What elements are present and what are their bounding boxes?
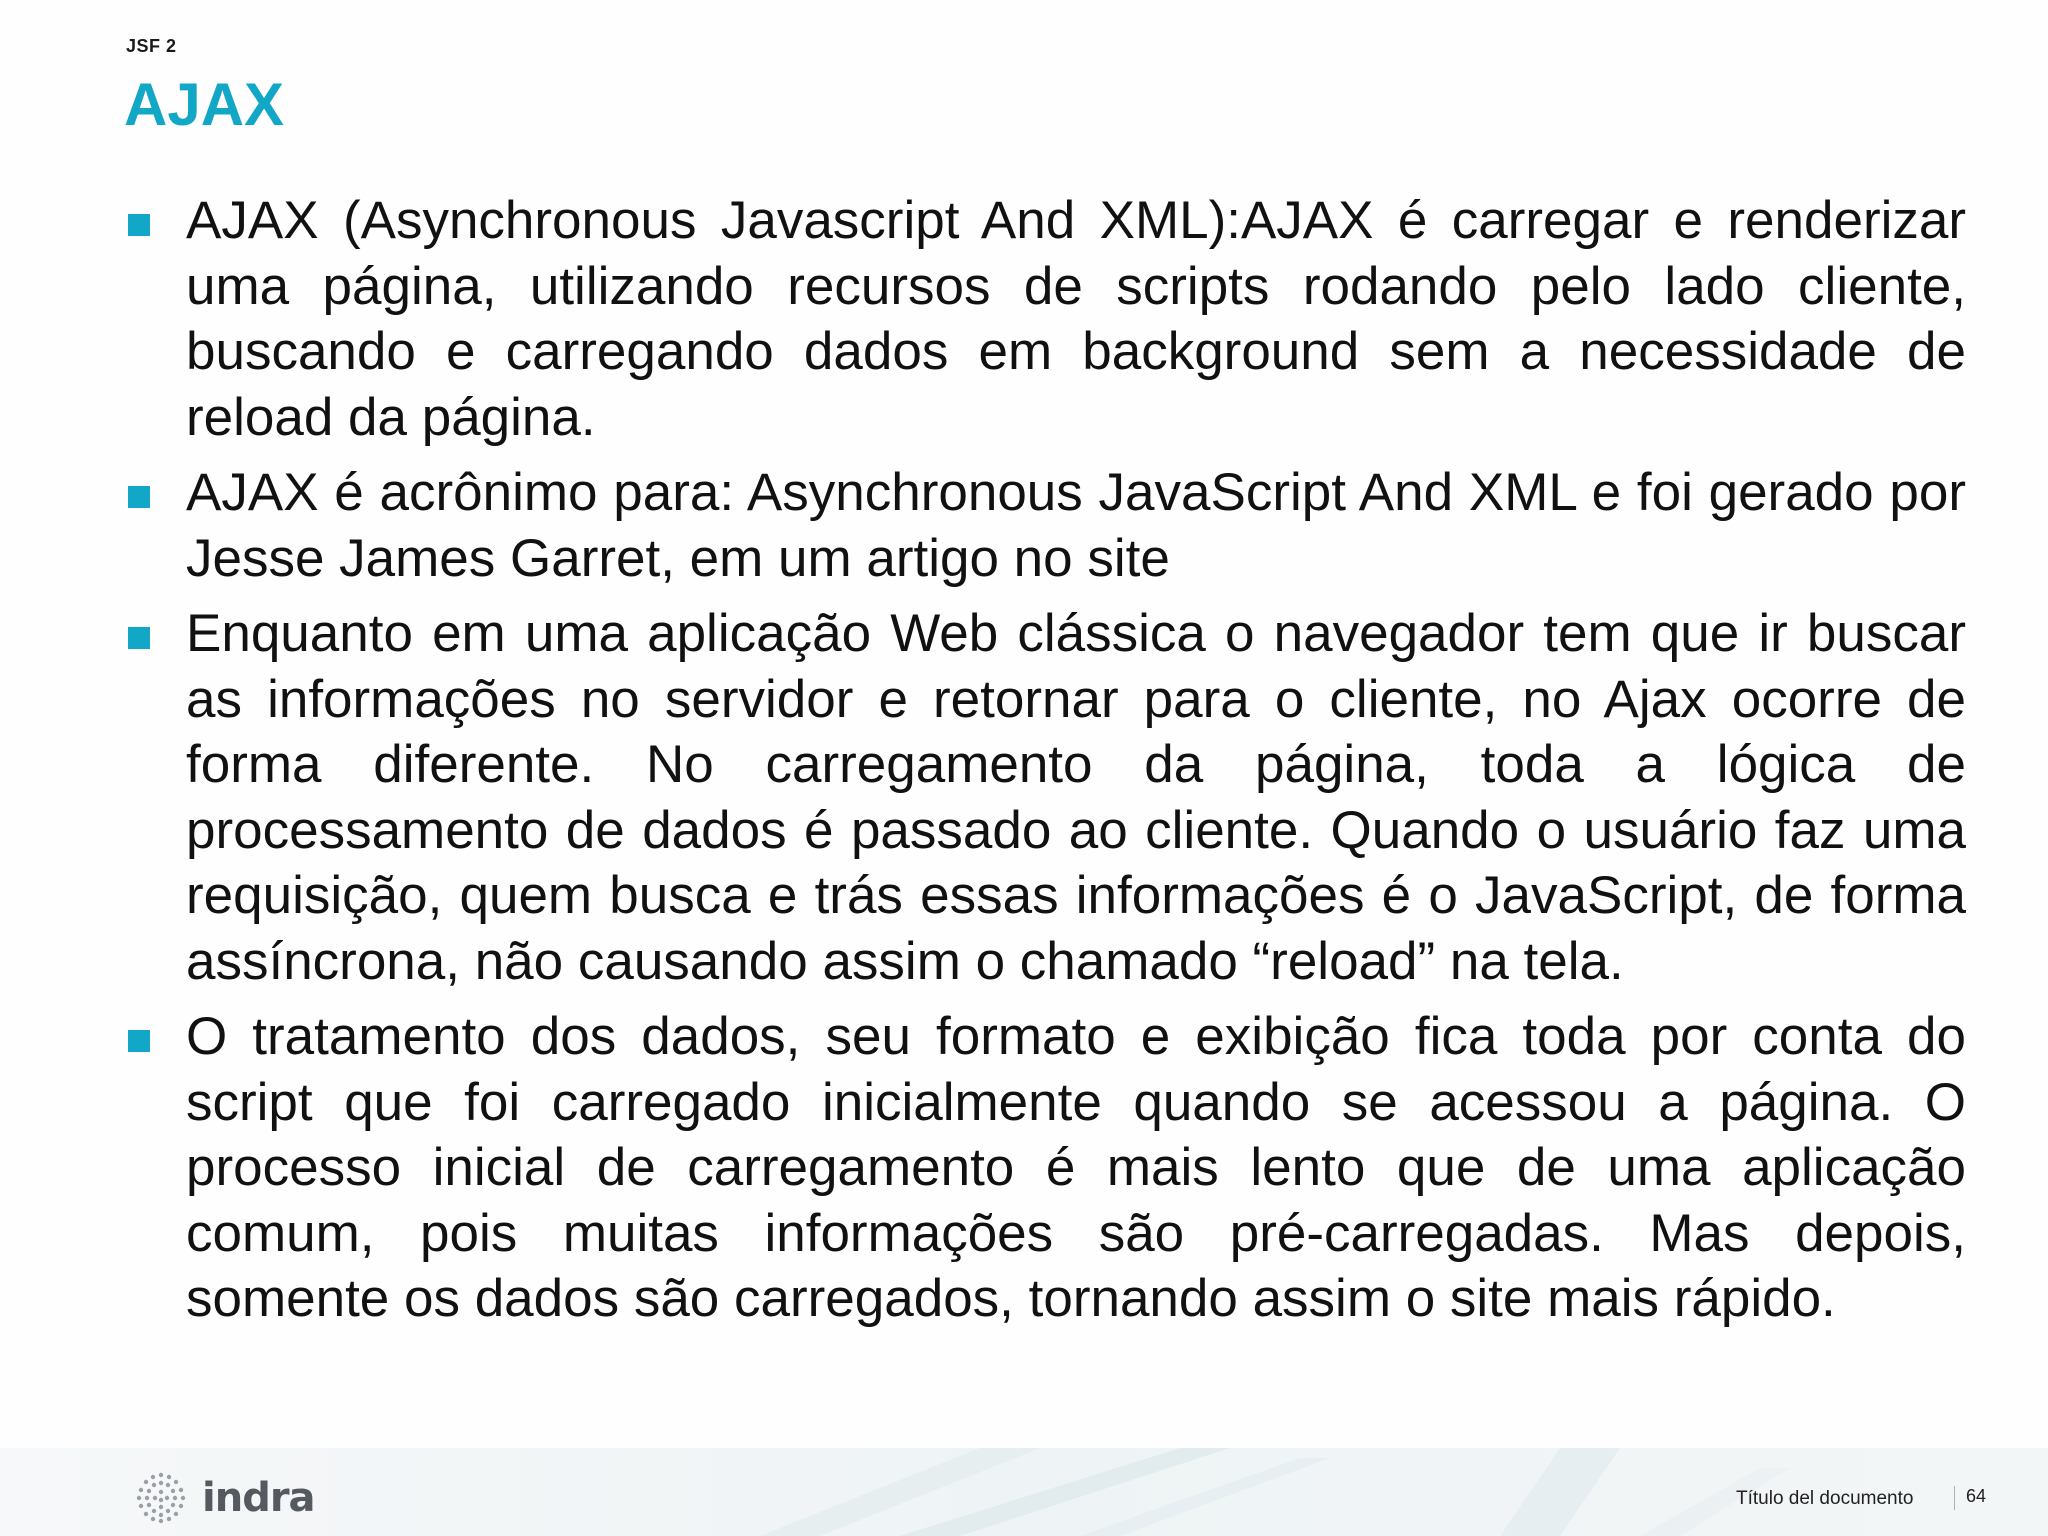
document-title: Título del documento: [1736, 1488, 1914, 1509]
footer: [0, 1448, 2048, 1536]
footer-divider: [1954, 1486, 1955, 1510]
bullet-list: [126, 188, 1966, 1342]
page-number: 64: [1966, 1486, 1987, 1506]
bullet-text: O tratamento dos dados, seu formato e exibição fica toda por conta do script que foi carregado inicialmente quando se acessou a página. O processo inicial de carregamento é mais lento que de uma aplicação comum, pois muitas informações são pré-carregadas. Mas depois, somente os dados são carregados, tornando assim o site mais rápido.: [186, 1007, 1966, 1328]
indra-logo: [132, 1470, 315, 1526]
bullet-item: [126, 601, 1966, 994]
square-bullet-icon: [128, 627, 150, 649]
bullet-item: [126, 1004, 1966, 1332]
slide-title: AJAX: [124, 71, 285, 138]
bullet-text: AJAX é acrônimo para: Asynchronous JavaScript And XML e foi gerado por Jesse James Garret, em um artigo no site: [186, 463, 1966, 588]
bullet-item: [126, 188, 1966, 450]
bullet-item: [126, 460, 1966, 591]
bullet-text: AJAX (Asynchronous Javascript And XML):AJAX é carregar e renderizar uma página, utilizando recursos de scripts rodando pelo lado cliente, buscando e carregando dados em background sem a necessidade de reload da página.: [186, 191, 1966, 447]
dotted-globe-icon: [132, 1469, 190, 1527]
logo-text: indra: [202, 1475, 315, 1521]
square-bullet-icon: [128, 1030, 150, 1052]
square-bullet-icon: [128, 214, 150, 236]
square-bullet-icon: [128, 486, 150, 508]
bullet-text: Enquanto em uma aplicação Web clássica o navegador tem que ir buscar as informações no servidor e retornar para o cliente, no Ajax ocorre de forma diferente. No carregamento da página, toda a lógica de processamento de dados é passado ao cliente. Quando o usuário faz uma requisição, quem busca e trás essas informações é o JavaScript, de forma assíncrona, não causando assim o chamado “reload” na tela.: [186, 604, 1966, 991]
section-label: JSF 2: [126, 36, 177, 56]
